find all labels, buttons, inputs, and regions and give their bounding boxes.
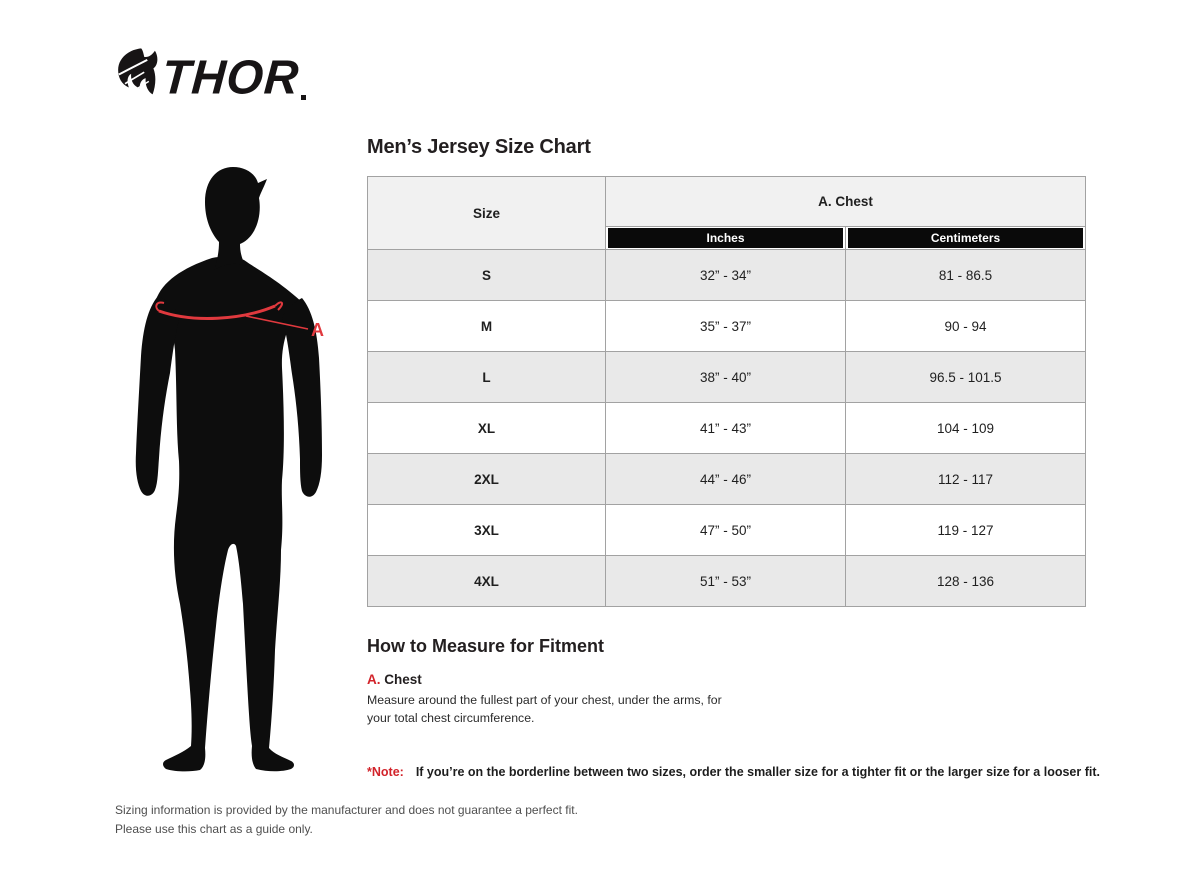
centimeters-value: 104 - 109 [846, 403, 1086, 454]
size-value: 2XL [368, 454, 606, 505]
disclaimer-line-2: Please use this chart as a guide only. [115, 821, 313, 836]
unit-label-inches: Inches [608, 228, 843, 248]
silhouette-head [205, 167, 267, 270]
table-row-3xl [368, 505, 1086, 556]
thor-logo-trademark-dot [301, 95, 306, 100]
inches-value: 47” - 50” [606, 505, 846, 556]
column-header-chest: A. Chest [606, 177, 1086, 227]
silhouette-body [156, 257, 304, 772]
how-to-measure-title: How to Measure for Fitment [367, 636, 605, 656]
measure-item-letter: A. [367, 672, 381, 687]
inches-value: 38” - 40” [606, 352, 846, 403]
measure-item-heading [367, 672, 737, 687]
centimeters-value: 90 - 94 [846, 301, 1086, 352]
column-header-size: Size [368, 177, 606, 250]
centimeters-value: 96.5 - 101.5 [846, 352, 1086, 403]
size-value: L [368, 352, 606, 403]
size-chart-table [367, 176, 1086, 607]
unit-label-centimeters: Centimeters [848, 228, 1083, 248]
inches-value: 44” - 46” [606, 454, 846, 505]
centimeters-value: 81 - 86.5 [846, 250, 1086, 301]
size-value: XL [368, 403, 606, 454]
thor-logo [112, 46, 306, 106]
manufacturer-disclaimer [115, 801, 578, 838]
inches-value: 51” - 53” [606, 556, 846, 607]
table-row-m [368, 301, 1086, 352]
size-value: 3XL [368, 505, 606, 556]
centimeters-value: 112 - 117 [846, 454, 1086, 505]
sizing-note [367, 765, 1100, 779]
table-row-4xl [368, 556, 1086, 607]
size-value: 4XL [368, 556, 606, 607]
thor-logo-text: THOR [160, 49, 302, 104]
table-row-l [368, 352, 1086, 403]
unit-cell-centimeters [846, 227, 1086, 250]
chest-measure-label: A [311, 320, 324, 340]
measure-item-name: Chest [384, 672, 422, 687]
size-chart-title: Men’s Jersey Size Chart [367, 136, 591, 158]
table-row-2xl [368, 454, 1086, 505]
size-value: M [368, 301, 606, 352]
measure-item-chest [367, 672, 737, 728]
male-silhouette-figure [118, 158, 343, 783]
disclaimer-line-1: Sizing information is provided by the manufacturer and does not guarantee a perfect fit. [115, 803, 578, 817]
inches-value: 32” - 34” [606, 250, 846, 301]
note-text: If you’re on the borderline between two sizes, order the smaller size for a tighter fit or the larger size for a looser fit. [415, 765, 1100, 779]
note-label: *Note: [367, 765, 404, 779]
table-header-row [368, 177, 1086, 227]
centimeters-value: 119 - 127 [846, 505, 1086, 556]
table-row-s [368, 250, 1086, 301]
thor-ram-head-icon [112, 46, 158, 106]
inches-value: 41” - 43” [606, 403, 846, 454]
inches-value: 35” - 37” [606, 301, 846, 352]
measure-item-description: Measure around the fullest part of your chest, under the arms, for your total chest circumference. [367, 693, 722, 726]
silhouette-left-arm [136, 296, 180, 496]
centimeters-value: 128 - 136 [846, 556, 1086, 607]
size-value: S [368, 250, 606, 301]
unit-cell-inches [606, 227, 846, 250]
table-row-xl [368, 403, 1086, 454]
